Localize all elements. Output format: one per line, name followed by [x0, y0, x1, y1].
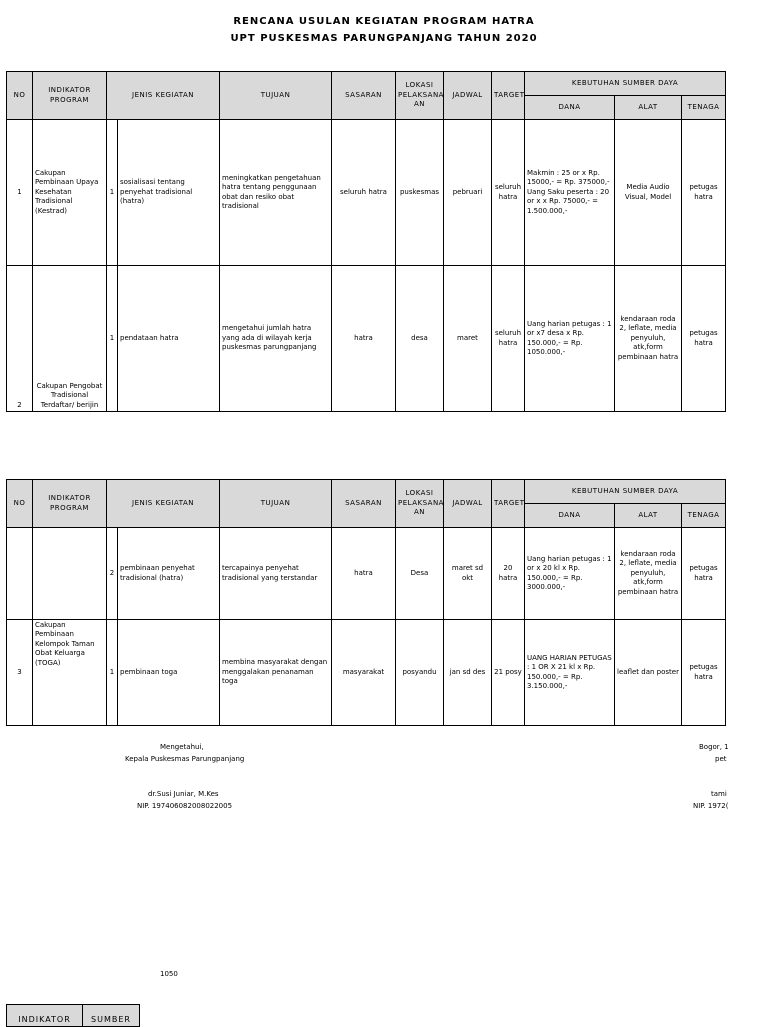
row-alat: kendaraan roda 2, leflate, media penyuluh, atk,form pembinaan hatra [615, 528, 682, 620]
row-jenis: sosialisasi tentang penyehat tradisional (hatra) [118, 120, 220, 266]
row-tujuan: mengetahui jumlah hatra yang ada di wilayah kerja puskesmas parungpanjang [220, 266, 332, 412]
row-alat: kendaraan roda 2, leflate, media penyuluh, atk,form pembinaan hatra [615, 266, 682, 412]
row-indikator: Cakupan Pembinaan Kelompok Taman Obat Keluarga (TOGA) [33, 620, 107, 726]
row-target: seluruh hatra [492, 266, 525, 412]
program-table-2 [6, 479, 726, 726]
header-tujuan: TUJUAN [220, 480, 332, 528]
right-place-date: Bogor, 1 [699, 743, 729, 751]
row-sasaran: masyarakat [332, 620, 396, 726]
row-jadwal: maret [444, 266, 492, 412]
row-tenaga: petugas hatra [682, 528, 726, 620]
right-name: tami [711, 790, 727, 798]
right-role: pet [715, 755, 727, 763]
header-dana: DANA [525, 504, 615, 528]
row-jadwal: maret sd okt [444, 528, 492, 620]
bottom-header-sumber: SUMBER [83, 1005, 140, 1027]
row-tenaga: petugas hatra [682, 120, 726, 266]
row-sasaran: hatra [332, 528, 396, 620]
mengetahui-label: Mengetahui, [160, 743, 204, 751]
row-tujuan: membina masyarakat dengan menggalakan penanaman toga [220, 620, 332, 726]
row-no: 3 [7, 620, 33, 726]
row-dana: Uang harian petugas : 1 or x7 desa x Rp. 150.000,- = Rp. 1050.000,- [525, 266, 615, 412]
kepala-nip: NIP. 197406082008022005 [137, 802, 233, 810]
row-sub-no: 1 [107, 620, 118, 726]
row-indikator [33, 528, 107, 620]
bottom-header-indikator: INDIKATOR [7, 1005, 83, 1027]
row-lokasi: desa [396, 266, 444, 412]
header-jadwal: JADWAL [444, 72, 492, 120]
page-number: 1050 [160, 970, 178, 978]
row-jenis: pembinaan toga [118, 620, 220, 726]
row-indikator: Cakupan Pengobat Tradisional Terdaftar/ berijin [33, 266, 107, 412]
kepala-name: dr.Susi Juniar, M.Kes [148, 790, 219, 798]
row-sub-no: 2 [107, 528, 118, 620]
row-no [7, 528, 33, 620]
header-lokasi: LOKASI PELAKSANA AN [396, 72, 444, 120]
document-title: RENCANA USULAN KEGIATAN PROGRAM HATRA [233, 16, 535, 27]
header-jenis: JENIS KEGIATAN [107, 72, 220, 120]
header-lokasi: LOKASI PELAKSANA AN [396, 480, 444, 528]
row-sub-no: 1 [107, 266, 118, 412]
table-row [7, 528, 726, 620]
row-lokasi: Desa [396, 528, 444, 620]
program-table-1 [6, 71, 726, 412]
header-tenaga: TENAGA [682, 504, 726, 528]
row-tujuan: meningkatkan pengetahuan hatra tentang penggunaan obat dan resiko obat tradisional [220, 120, 332, 266]
header-dana: DANA [525, 96, 615, 120]
header-no: NO [7, 480, 33, 528]
row-no: 2 [7, 266, 33, 412]
row-jenis: pendataan hatra [118, 266, 220, 412]
kepala-title: Kepala Puskesmas Parungpanjang [125, 755, 245, 763]
row-dana: Makmin : 25 or x Rp. 15000,- = Rp. 375000,- Uang Saku peserta : 20 or x x Rp. 75000,- = 1.500.000,- [525, 120, 615, 266]
header-sasaran: SASARAN [332, 480, 396, 528]
row-tujuan: tercapainya penyehat tradisional yang terstandar [220, 528, 332, 620]
header-indikator: INDIKATOR PROGRAM [33, 72, 107, 120]
row-dana: Uang harian petugas : 1 or x 20 kl x Rp. 150.000,- = Rp. 3000.000,- [525, 528, 615, 620]
header-target: TARGET [492, 480, 525, 528]
table-row [7, 120, 726, 266]
row-lokasi: puskesmas [396, 120, 444, 266]
row-sub-no: 1 [107, 120, 118, 266]
row-alat: Media Audio Visual, Model [615, 120, 682, 266]
row-indikator: Cakupan Pembinaan Upaya Kesehatan Tradisional (Kestrad) [33, 120, 107, 266]
row-dana: UANG HARIAN PETUGAS : 1 OR X 21 kl x Rp. 150.000,- = Rp. 3.150.000,- [525, 620, 615, 726]
row-jadwal: jan sd des [444, 620, 492, 726]
row-target: 21 posy [492, 620, 525, 726]
row-alat: leaflet dan poster [615, 620, 682, 726]
row-jadwal: pebruari [444, 120, 492, 266]
row-tenaga: petugas hatra [682, 620, 726, 726]
row-sasaran: seluruh hatra [332, 120, 396, 266]
header-jenis: JENIS KEGIATAN [107, 480, 220, 528]
header-no: NO [7, 72, 33, 120]
header-alat: ALAT [615, 96, 682, 120]
table-row [7, 620, 726, 726]
header-kebutuhan: KEBUTUHAN SUMBER DAYA [525, 72, 726, 96]
table-row [7, 266, 726, 412]
row-sasaran: hatra [332, 266, 396, 412]
right-nip: NIP. 1972( [693, 802, 729, 810]
row-tenaga: petugas hatra [682, 266, 726, 412]
row-target: 20 hatra [492, 528, 525, 620]
row-no: 1 [7, 120, 33, 266]
header-jadwal: JADWAL [444, 480, 492, 528]
header-tenaga: TENAGA [682, 96, 726, 120]
header-tujuan: TUJUAN [220, 72, 332, 120]
header-kebutuhan: KEBUTUHAN SUMBER DAYA [525, 480, 726, 504]
header-target: TARGET [492, 72, 525, 120]
row-jenis: pembinaan penyehat tradisional (hatra) [118, 528, 220, 620]
header-sasaran: SASARAN [332, 72, 396, 120]
row-target: seluruh hatra [492, 120, 525, 266]
header-alat: ALAT [615, 504, 682, 528]
header-indikator: INDIKATOR PROGRAM [33, 480, 107, 528]
row-lokasi: posyandu [396, 620, 444, 726]
document-subtitle: UPT PUSKESMAS PARUNGPANJANG TAHUN 2020 [230, 33, 538, 44]
